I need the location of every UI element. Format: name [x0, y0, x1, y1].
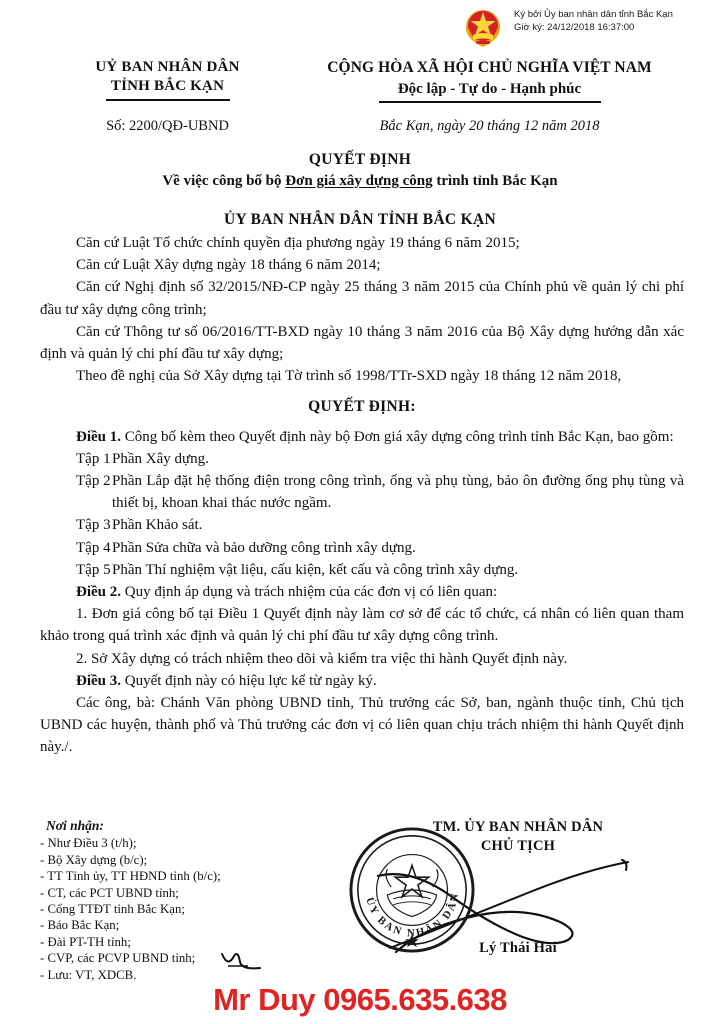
list-item: - CT, các PCT UBND tỉnh; [40, 885, 179, 900]
org-underline-rule [106, 99, 230, 101]
subject-underlined: Đơn giá xây dựng công [285, 173, 433, 189]
list-item: - Cổng TTĐT tỉnh Bắc Kạn; [40, 902, 185, 917]
preamble-line-2: Căn cứ Luật Xây dựng ngày 18 tháng 6 năm 2014; [76, 257, 381, 274]
national-motto: Độc lập - Tự do - Hạnh phúc [397, 81, 582, 97]
volume-description: Phần Khảo sát. [112, 517, 203, 534]
volume-description: Phần Lắp đặt hệ thống điện trong công trình, ống và phụ tùng, bảo ôn đường ống phụ tùng và thiết bị, khoan khai thác nước ngầm. [112, 473, 684, 512]
article-1-label: Điều 1. [76, 428, 121, 445]
article-1-text: Công bố kèm theo Quyết định này bộ Đơn giá xây dựng công trình tỉnh Bắc Kạn, bao gồm: [121, 428, 674, 445]
national-heading [295, 58, 684, 103]
list-item: - Bộ Xây dựng (b/c); [40, 852, 148, 867]
org-line-1: UỶ BAN NHÂN DÂN [95, 59, 240, 75]
article-2 [40, 581, 684, 603]
svg-text:ỦY BAN NHÂN DÂN: ỦY BAN NHÂN DÂN [363, 890, 462, 940]
official-seal-icon [348, 826, 476, 954]
volume-number: Tập 1 [76, 450, 111, 467]
volume-number: Tập 3 [76, 517, 111, 534]
list-item [40, 537, 684, 559]
document-footer [0, 818, 720, 983]
motto-underline-rule [379, 101, 601, 103]
decide-heading: QUYẾT ĐỊNH: [308, 398, 416, 416]
volume-number: Tập 4 [76, 539, 111, 556]
issuing-organization [40, 58, 295, 103]
list-item: - Đài PT-TH tỉnh; [40, 934, 131, 949]
clerk-initials-mark [218, 950, 264, 976]
issuer-title: ỦY BAN NHÂN DÂN TỈNH BẮC KẠN [224, 211, 496, 228]
article-3-label: Điều 3. [76, 672, 121, 689]
article-1 [40, 426, 684, 448]
digital-signature-stamp [458, 4, 716, 54]
list-item [40, 448, 684, 470]
preamble-line-5: Theo đề nghị của Sở Xây dựng tại Tờ trình số 1998/TTr-SXD ngày 18 tháng 12 năm 2018, [76, 368, 622, 385]
volume-number: Tập 2 [76, 473, 111, 490]
preamble-line-1: Căn cứ Luật Tổ chức chính quyền địa phương ngày 19 tháng 6 năm 2015; [76, 235, 520, 251]
volume-list [40, 448, 684, 581]
preamble-line-3: Căn cứ Nghị định số 32/2015/NĐ-CP ngày 25 tháng 3 năm 2015 của Chính phủ về quản lý chi phí đầu tư xây dựng công trình; [40, 279, 684, 318]
list-item [40, 470, 684, 514]
list-item: - Báo Bắc Kạn; [40, 918, 120, 933]
document-number: Số: 2200/QĐ-UBND [106, 118, 229, 134]
list-item [40, 514, 684, 536]
volume-description: Phần Sửa chữa và bảo dưỡng công trình xây dựng. [112, 539, 416, 556]
article-3 [40, 670, 684, 692]
list-item: - Lưu: VT, XDCB. [40, 967, 137, 982]
title-block [0, 150, 720, 230]
recipients-block [40, 818, 340, 983]
article-2-clause-1: 1. Đơn giá công bố tại Điều 1 Quyết định này làm cơ sở để các tổ chức, cá nhân có liên quan tham khảo trong quá trình xác định và quản lý chi phí đầu tư xây dựng công trình. [40, 606, 684, 645]
volume-description: Phần Thí nghiệm vật liệu, cấu kiện, kết cấu và công trình xây dựng. [112, 561, 519, 578]
list-item [40, 559, 684, 581]
signer-role-line-2: CHỦ TỊCH [480, 838, 556, 854]
signed-time-line: Giờ ký: 24/12/2018 16:37:00 [514, 21, 635, 33]
list-item: - CVP, các PCVP UBND tỉnh; [40, 951, 196, 966]
place-and-date: Bắc Kạn, ngày 20 tháng 12 năm 2018 [379, 118, 600, 134]
volume-number: Tập 5 [76, 561, 111, 578]
document-subheader [0, 118, 720, 135]
article-2-text: Quy định áp dụng và trách nhiệm của các đơn vị có liên quan: [121, 584, 498, 601]
recipients-title: Nơi nhận: [46, 818, 104, 833]
signed-by-line: Ký bởi Ủy ban nhân dân tỉnh Bắc Kạn [514, 9, 673, 20]
subject-prefix: Về việc công bố bộ [162, 173, 286, 189]
vietnam-national-emblem-icon [458, 4, 508, 54]
document-header [0, 58, 720, 103]
signature-block [340, 818, 696, 983]
list-item: - TT Tỉnh ủy, TT HĐND tỉnh (b/c); [40, 869, 221, 884]
signer-role-line-1: TM. ỦY BAN NHÂN DÂN [432, 819, 604, 835]
article-3-text: Quyết định này có hiệu lực kể từ ngày ký. [121, 672, 377, 689]
volume-description: Phần Xây dựng. [112, 450, 209, 467]
contact-watermark: Mr Duy 0965.635.638 [213, 982, 507, 1017]
national-title: CỘNG HÒA XÃ HỘI CHỦ NGHĨA VIỆT NAM [327, 59, 652, 76]
signer-name: Lý Thái Hải [479, 940, 557, 956]
document-subject-title [0, 171, 720, 192]
article-2-clause-2: 2. Sở Xây dựng có trách nhiệm theo dõi và kiểm tra việc thi hành Quyết định này. [76, 650, 568, 667]
document-type-title: QUYẾT ĐỊNH [308, 151, 412, 168]
subject-suffix: trình tỉnh Bắc Kạn [432, 173, 558, 189]
preamble-line-4: Căn cứ Thông tư số 06/2016/TT-BXD ngày 10 tháng 3 năm 2016 của Bộ Xây dựng hướng dẫn xác định và quản lý chi phí đầu tư xây dựng; [40, 323, 684, 363]
document-body [40, 232, 684, 759]
signature-stamp-text [514, 4, 673, 34]
org-line-2: TỈNH BẮC KẠN [110, 78, 225, 94]
article-2-label: Điều 2. [76, 584, 121, 601]
article-3-closing: Các ông, bà: Chánh Văn phòng UBND tỉnh, Thủ trưởng các Sở, ban, ngành thuộc tỉnh, Chủ tịch UBND các huyện, thành phố và Thủ trưởng các đơn vị có liên quan chịu trách nhiệm thi hành Quyết định này./. [40, 695, 684, 756]
list-item: - Như Điều 3 (t/h); [40, 836, 137, 851]
